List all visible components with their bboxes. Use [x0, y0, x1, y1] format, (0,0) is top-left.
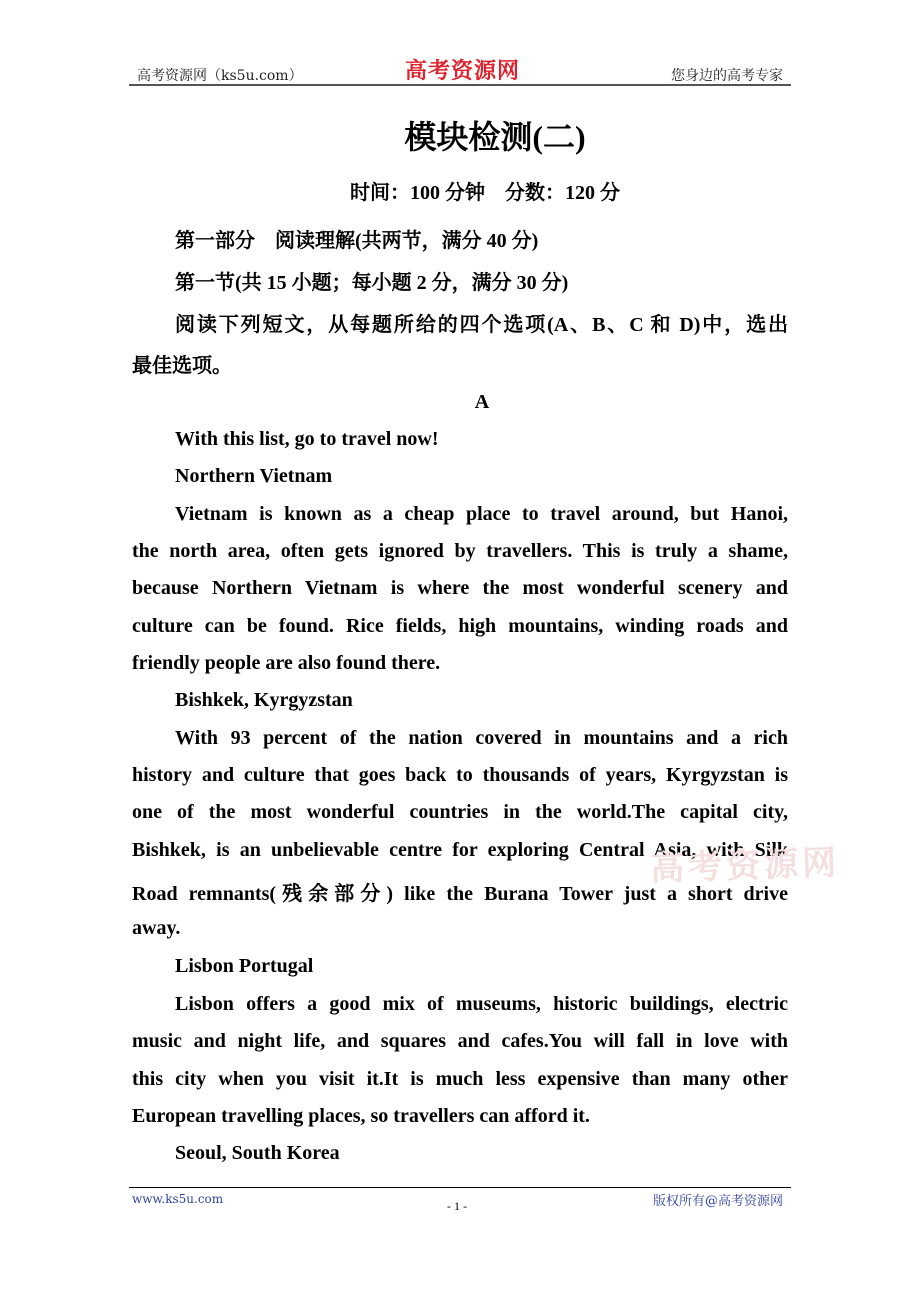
header-logo: 高考资源网 [405, 58, 521, 84]
text-line: European travelling places, so travellers can afford it. [132, 1105, 590, 1127]
header-divider [129, 84, 791, 86]
text-line: because Northern Vietnam is where the most wonderful scenery and [132, 577, 788, 599]
text-line: Bishkek, is an unbelievable centre for exploring Central Asia, with Silk [132, 839, 788, 861]
subheading: Lisbon Portugal [175, 955, 314, 977]
footer-copyright: 版权所有@高考资源网 [652, 1194, 783, 1209]
subheading: Northern Vietnam [175, 465, 333, 487]
text-line: history and culture that goes back to thousands of years, Kyrgyzstan is [132, 764, 788, 786]
text-line: one of the most wonderful countries in the world.The capital city, [132, 801, 788, 823]
passage-intro: With this list, go to travel now! [175, 428, 439, 450]
text-line: music and night life, and squares and cafes.You will fall in love with [132, 1030, 788, 1052]
header-slogan: 您身边的高考专家 [671, 68, 783, 84]
page-number: - 1 - [447, 1199, 467, 1213]
exam-info: 时间：100 分钟 分数：120 分 [350, 182, 620, 204]
instructions-line: 阅读下列短文，从每题所给的四个选项(A、B、C 和 D)中，选出 [175, 314, 788, 336]
text-line: Road remnants(残余部分) like the Burana Tower just a short drive [132, 883, 788, 905]
instructions-line: 最佳选项。 [132, 355, 232, 377]
subheading: Bishkek, Kyrgyzstan [175, 689, 353, 711]
header-site-name: 高考资源网（ks5u.com） [137, 68, 303, 84]
text-line: away. [132, 917, 181, 939]
text-line: Lisbon offers a good mix of museums, historic buildings, electric [175, 993, 788, 1015]
section-heading: 第一节(共 15 小题；每小题 2 分，满分 30 分) [175, 272, 569, 294]
footer-divider [129, 1187, 791, 1188]
text-line: this city when you visit it.It is much less expensive than many other [132, 1068, 788, 1090]
text-line: Vietnam is known as a cheap place to travel around, but Hanoi, [175, 503, 788, 525]
text-line: With 93 percent of the nation covered in mountains and a rich [175, 727, 788, 749]
subheading: Seoul, South Korea [175, 1142, 340, 1164]
page-title: 模块检测(二) [404, 119, 586, 155]
text-line: friendly people are also found there. [132, 652, 441, 674]
text-line: the north area, often gets ignored by travellers. This is truly a shame, [132, 540, 788, 562]
text-line: culture can be found. Rice fields, high mountains, winding roads and [132, 615, 788, 637]
part-heading: 第一部分 阅读理解(共两节，满分 40 分) [175, 230, 539, 252]
footer-url[interactable]: www.ks5u.com [132, 1192, 224, 1206]
passage-label: A [474, 391, 490, 413]
watermark: 高考资源网 [649, 842, 841, 890]
